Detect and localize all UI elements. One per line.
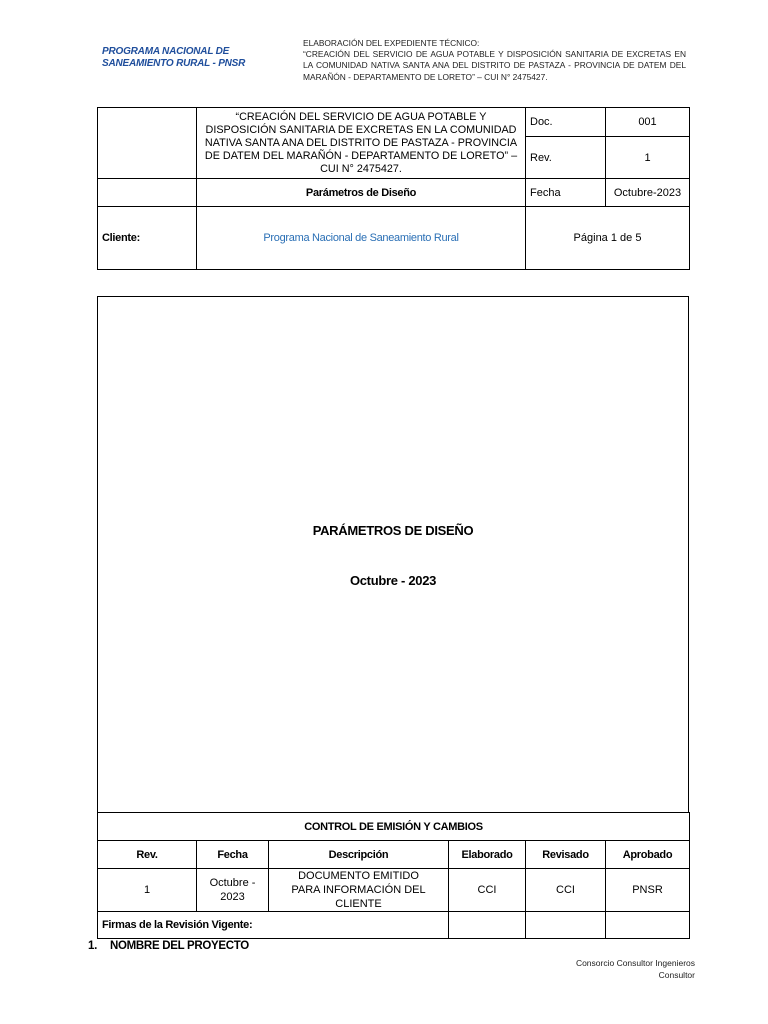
signature-elaborado (449, 912, 526, 939)
col-aprobado: Aprobado (606, 841, 690, 869)
cover-date: Octubre - 2023 (349, 573, 437, 588)
client-label: Cliente: (98, 207, 197, 270)
header-line-2: “CREACIÓN DEL SERVICIO DE AGUA POTABLE Y DISPOSICIÓN SANITARIA DE EXCRETAS EN LA COMUNIDAD NATIVA SANTA ANA DEL DISTRITO DE PASTAZA - PROVINCIA DE DATEM DEL MARAÑÓN - DEPARTAMENTO DE LORETO” – CUI N° 2475427. (303, 49, 686, 82)
document-info-table (97, 107, 690, 270)
document-subject: Parámetros de Diseño (197, 179, 526, 207)
signature-aprobado (606, 912, 690, 939)
col-revisado: Revisado (526, 841, 606, 869)
client-value: Programa Nacional de Saneamiento Rural (197, 207, 526, 270)
doc-value: 001 (606, 108, 690, 137)
signature-revisado (526, 912, 606, 939)
col-rev: Rev. (98, 841, 197, 869)
fecha-label: Fecha (526, 179, 606, 207)
signatures-label: Firmas de la Revisión Vigente: (98, 912, 449, 939)
row-descripcion: DOCUMENTO EMITIDO PARA INFORMACIÓN DEL CLIENTE (269, 869, 449, 912)
section-title: NOMBRE DEL PROYECTO (110, 940, 249, 952)
cover-title: PARÁMETROS DE DISEÑO (312, 523, 474, 538)
row-fecha: Octubre - 2023 (197, 869, 269, 912)
section-number: 1. (88, 940, 97, 952)
blank-cell (98, 179, 197, 207)
project-title: “CREACIÓN DEL SERVICIO DE AGUA POTABLE Y DISPOSICIÓN SANITARIA DE EXCRETAS EN LA COMUNIDAD NATIVA SANTA ANA DEL DISTRITO DE PASTAZA - PROVINCIA DE DATEM DEL MARAÑÓN - DEPARTAMENTO DE LORETO” – CUI N° 2475427. (197, 108, 526, 179)
cover-box (97, 296, 689, 813)
header-line-1: ELABORACIÓN DEL EXPEDIENTE TÉCNICO: (303, 38, 480, 48)
row-revisado: CCI (526, 869, 606, 912)
changes-table-title: CONTROL DE EMISIÓN Y CAMBIOS (98, 813, 690, 841)
header-project-description (303, 38, 686, 83)
footer-role: Consultor (658, 970, 695, 980)
footer-company: Consorcio Consultor Ingenieros (575, 958, 695, 968)
page-number: Página 1 de 5 (526, 207, 690, 270)
table-row (98, 869, 690, 912)
changes-control-table (97, 812, 690, 939)
fecha-value: Octubre-2023 (606, 179, 690, 207)
program-name: PROGRAMA NACIONAL DE SANEAMIENTO RURAL - PNSR (102, 46, 246, 69)
row-elaborado: CCI (449, 869, 526, 912)
logo-cell (98, 108, 197, 179)
col-descripcion: Descripción (269, 841, 449, 869)
footer (576, 957, 695, 981)
rev-value: 1 (606, 137, 690, 179)
doc-label: Doc. (526, 108, 606, 137)
col-elaborado: Elaborado (449, 841, 526, 869)
row-rev: 1 (98, 869, 197, 912)
rev-label: Rev. (526, 137, 606, 179)
section-heading (88, 940, 249, 952)
row-aprobado: PNSR (606, 869, 690, 912)
col-fecha: Fecha (197, 841, 269, 869)
